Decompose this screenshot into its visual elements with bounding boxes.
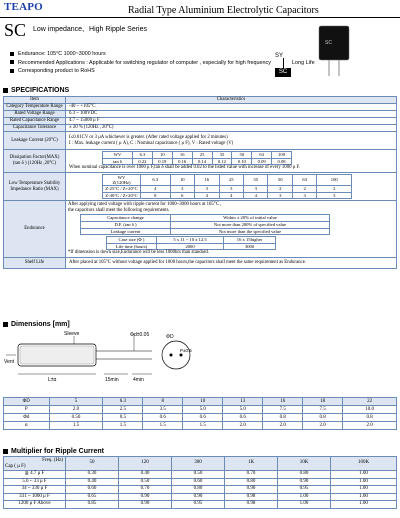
sleeve-label: Sleeve bbox=[64, 331, 80, 337]
endurance-requirements: Capacitance change Within ± 20% of initial value D.F. (tan δ ) Not more than 200% of specified value Leakage current Not more than the specified value bbox=[80, 214, 330, 235]
shelf-life-row: Shelf Life After placed at 105°C without voltage applied for 1000 hours,the capacitors shall meet the same requirement as Endurance. bbox=[4, 258, 397, 269]
feature-item: Corresponding product to RoHS bbox=[10, 67, 271, 76]
brand-logo: TEAPO bbox=[4, 1, 43, 13]
dissipation-row: Dissipation Factor(MAX) (tan δ ) (120Hz ,20°C) WV 6.3 10 16 25 35 50 63 100 tan δ 0.22 0.19 0.16 0.14 0.12 0.10 0.09 0.08 When nominal capacitance is over 1000 μ F,tan δ shall be added 0.02 to the listed value with increase of every 1000 μ F. bbox=[4, 150, 397, 173]
cap-label: Cap ( μ F) bbox=[5, 463, 26, 469]
header-rule bbox=[0, 17, 400, 18]
table-row: P 2.0 2.5 3.5 5.0 5.0 7.5 7.5 10.0 bbox=[4, 406, 397, 414]
dimension-drawing bbox=[4, 330, 204, 386]
dimensions-heading: Dimensions [mm] bbox=[3, 321, 70, 328]
specifications-table bbox=[3, 96, 397, 269]
dimensions-table bbox=[3, 397, 397, 430]
lead-4min-label: 4min bbox=[133, 377, 144, 383]
table-row: 34 ~ 330 μ F 0.60 0.70 0.80 0.90 0.95 1.00 bbox=[4, 486, 397, 494]
series-sc-box: SC bbox=[275, 68, 291, 77]
series-sy-label: SY bbox=[275, 53, 284, 59]
ripple-table bbox=[3, 456, 397, 509]
diameter-label: ΦD bbox=[166, 334, 174, 340]
table-row: 331 ~ 1000 μ F 0.65 0.90 0.90 0.98 1.00 1.00 bbox=[4, 493, 397, 501]
feature-item: Endurance: 105°C 1000~3000 hours bbox=[10, 50, 271, 59]
freq-label: Freq. (Hz) bbox=[42, 457, 63, 463]
leakage-row: Leakage Current (20°C) I≤0.01CV or 3 μA whichever is greater. (After rated voltage applied for 2 minutes) I : Max. leakage current ( μ A), C : Nominal capacitance ( μ F), V : Rated voltage (V) bbox=[4, 132, 397, 150]
length-label: L±α bbox=[48, 377, 57, 383]
series-arrow bbox=[283, 58, 284, 68]
table-header: Freq. (Hz) Cap ( μ F) 50 120 300 1K 10K 100K bbox=[4, 457, 397, 471]
col-characteristics: Characteristics bbox=[66, 97, 397, 104]
table-row: ≦ 4.7 μ F 0.30 0.40 0.50 0.70 0.80 1.00 bbox=[4, 471, 397, 479]
specifications-heading: SPECIFICATIONS bbox=[3, 87, 69, 94]
table-row: Φd 0.50 0.5 0.6 0.6 0.6 0.8 0.8 0.8 bbox=[4, 414, 397, 422]
series-description: Low impedance、High Ripple Series bbox=[33, 26, 148, 33]
table-row: 1200 μ F Above 0.85 0.90 0.95 0.98 1.00 1.00 bbox=[4, 501, 397, 509]
impedance-table: WV Z(120Hz) 6.3 10 16 25 35 50 63 100 Z-25°C / Z+20°C 4 3 3 3 3 2 2 2 Z-40°C / Z+20°C 8 6 4 4 4 3 3 3 bbox=[102, 174, 352, 199]
svg-text:SC: SC bbox=[325, 40, 332, 46]
table-header bbox=[4, 97, 397, 104]
long-life-label: Long Life bbox=[292, 60, 315, 66]
capacitor-photo bbox=[315, 22, 355, 78]
vent-label: Vent bbox=[4, 359, 15, 365]
series-code: SC bbox=[4, 20, 27, 40]
feature-list bbox=[10, 50, 271, 76]
df-table: WV 6.3 10 16 25 35 50 63 100 tan δ 0.22 0.19 0.16 0.14 0.12 0.10 0.09 0.08 bbox=[102, 151, 292, 165]
table-row: α 1.5 1.5 1.5 1.5 2.0 2.0 2.0 2.0 bbox=[4, 422, 397, 430]
table-row: 5.6 ~ 33 μ F 0.40 0.50 0.60 0.80 0.90 1.00 bbox=[4, 478, 397, 486]
low-temp-row: Low Temperature Stability Impedance Ratio (MAX) WV Z(120Hz) 6.3 10 16 25 35 50 63 100 Z-25°C / Z+20°C 4 3 3 3 3 2 2 2 Z-40°C / Z+20°C 8 6 4 4 4 3 3 3 bbox=[4, 173, 397, 201]
table-row: Category Temperature Range -40 ~ +105°C bbox=[4, 104, 397, 111]
col-item: Item bbox=[4, 97, 66, 104]
table-row: Rated Capacitance Range 4.7 ~ 15000 μ F bbox=[4, 118, 397, 125]
life-table: Case size (Φ ) 5 x 11 ~ 10 x 12.5 16 x 15higher Life time (hours) 2000 3000 bbox=[106, 236, 276, 250]
table-header: ΦD 5 6.3 8 10 13 16 18 22 bbox=[4, 398, 397, 406]
ripple-heading: Multiplier for Ripple Current bbox=[3, 448, 104, 455]
document-title: Radial Type Aluminium Electrolytic Capacitors bbox=[128, 5, 319, 16]
lead-15min-label: 15min bbox=[105, 377, 119, 383]
endurance-row: Endurance After applying rated voltage with ripple current for 1000~3000 hours at 105°C , the capacitors shall meet the following requirements. Capacitance change Within ± 20% of initial value D.F. (tan δ ) Not more than 200% of specified value Leakage current Not more than the specified value Case size (Φ ) 5 x 11 ~ 10 x 12.5 16 x 15higher Life time (hours) 2000 3000 *If dimension is down size,Endurance will be less 1000hrs than standard. bbox=[4, 201, 397, 258]
table-row: Capacitance Tolerance ± 20 % (120Hz , 20°C) bbox=[4, 125, 397, 132]
lead-dia-label: Φd±0.05 bbox=[130, 332, 150, 338]
table-row: Rated Voltage Range 6.3 ~ 100VDC bbox=[4, 111, 397, 118]
pitch-label: P±0.5 bbox=[180, 348, 192, 353]
feature-item: Recommended Applications : Applicable for switching regulator of computer , especially for high frequency bbox=[10, 59, 271, 68]
endurance-note: *If dimension is down size,Endurance will be less 1000hrs than standard. bbox=[68, 250, 209, 256]
df-note: When nominal capacitance is over 1000 μ F,tan δ shall be added 0.02 to the listed value with increase of every 1000 μ F. bbox=[69, 165, 300, 171]
